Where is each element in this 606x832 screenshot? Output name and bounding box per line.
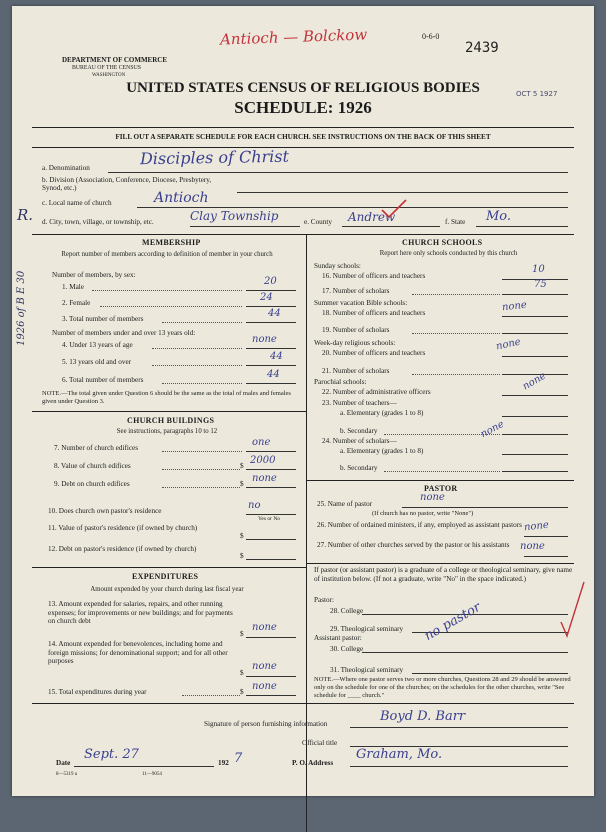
q8-label: 8. Value of church edifices: [54, 462, 131, 470]
q31-label: 31. Theological seminary: [330, 666, 404, 674]
po-address-label: P. O. Address: [292, 759, 334, 767]
divider: [32, 703, 574, 704]
q24a-label: a. Elementary (grades 1 to 8): [340, 447, 424, 455]
q15-label: 15. Total expenditures during year: [48, 688, 147, 696]
date-label: Date: [56, 759, 71, 767]
q7-label: 7. Number of church edifices: [54, 444, 139, 452]
q4-label: 4. Under 13 years of age: [62, 341, 133, 349]
q9-label: 9. Debt on church edifices: [54, 480, 130, 488]
membership-note: NOTE.—The total given under Question 6 should be the same as the total of males and females given under Question 3.: [42, 390, 291, 405]
q22-value: none: [520, 370, 548, 393]
state-line: [476, 226, 568, 227]
denomination-line: [108, 172, 568, 173]
city-label: WASHINGTON: [92, 73, 126, 78]
q18-label: 18. Number of officers and teachers: [322, 309, 426, 317]
q3-label: 3. Total number of members: [62, 315, 144, 323]
year-prefix: 192: [218, 759, 229, 767]
q13-label: 13. Amount expended for salaries, repairs, and other running expenses; for improvements or new buildings; and for payments on church debt: [48, 600, 233, 625]
local-name-value: Antioch: [154, 190, 209, 206]
expenditures-sub: Amount expended by your church during last fiscal year: [90, 586, 244, 593]
parochial-label: Parochial schools:: [314, 378, 367, 386]
q2-label: 2. Female: [62, 299, 91, 307]
q23a-label: a. Elementary (grades 1 to 8): [340, 409, 424, 417]
q23-label: 23. Number of teachers—: [322, 399, 397, 407]
q4-value: none: [252, 334, 277, 345]
expenditures-title: EXPENDITURES: [132, 572, 199, 581]
q25-label: 25. Name of pastor: [317, 500, 373, 508]
q18-value: none: [501, 299, 528, 314]
q15-value: none: [252, 681, 277, 692]
q1-value: 20: [264, 276, 277, 287]
buildings-sub: See instructions, paragraphs 10 to 12: [116, 428, 218, 435]
pastor-label: Pastor:: [314, 596, 334, 604]
signature-label: Signature of person furnishing information: [204, 720, 328, 728]
q20-label: 20. Number of officers and teachers: [322, 349, 426, 357]
check-mark-icon: [380, 198, 410, 220]
q17-value: 75: [534, 279, 547, 290]
local-name-label: c. Local name of church: [42, 199, 112, 207]
schedule-number: 2439: [465, 40, 499, 56]
print-code: 11—9054: [142, 772, 162, 777]
q10-label: 10. Does church own pastor's residence: [48, 507, 162, 515]
q26-value: none: [523, 519, 550, 534]
divider: [32, 234, 574, 235]
margin-mark: R.: [17, 206, 34, 224]
official-title-label: Official title: [302, 739, 338, 747]
dept-label: DEPARTMENT OF COMMERCE: [62, 56, 168, 64]
form-title: UNITED STATES CENSUS OF RELIGIOUS BODIES: [126, 80, 480, 96]
q21-label: 21. Number of scholars: [322, 367, 390, 375]
signature-value: Boyd D. Barr: [380, 709, 466, 724]
q6-value: 44: [267, 369, 280, 380]
q25-value: none: [420, 492, 445, 503]
year-value: 7: [234, 751, 243, 766]
denomination-value: Disciples of Christ: [139, 146, 290, 169]
q5-value: 44: [270, 351, 283, 362]
q5-label: 5. 13 years old and over: [62, 358, 132, 366]
q30-label: 30. College: [330, 645, 364, 653]
q2-value: 24: [260, 292, 273, 303]
city-line: [190, 226, 300, 227]
q27-value: none: [520, 541, 545, 552]
membership-title: MEMBERSHIP: [142, 238, 201, 247]
q20-value: none: [495, 336, 522, 353]
q14-label: 14. Amount expended for benevolences, including home and foreign missions; for denominational support; and for all other purposes: [48, 640, 228, 665]
form-subtitle: SCHEDULE: 1926: [234, 98, 372, 117]
schools-title: CHURCH SCHOOLS: [402, 238, 483, 247]
q24b-label: b. Secondary: [340, 464, 378, 472]
age-head: Number of members under and over 13 years old:: [52, 329, 196, 337]
sunday-label: Sunday schools:: [314, 262, 361, 270]
division-label: b. Division (Association, Conference, Diocese, Presbytery, Synod, etc.): [42, 176, 212, 192]
q10-value: no: [248, 500, 261, 511]
census-schedule-sheet: DEPARTMENT OF COMMERCE BUREAU OF THE CENSUS WASHINGTON Antioch — Bolckow 0-6-0 2439 OCT 5 1927 UNITED STATES CENSUS OF RELIGIOUS BODIES SCHEDULE: 1926 FILL OUT A SEPARATE SCHEDULE FOR EACH CHURCH. SEE INSTRUCTIONS ON THE BACK OF THIS SHEET a. Denomination Disciples of Christ b. Division (Association, Conference, Diocese, Presbytery, Synod, etc.) c. Local name of church Antioch R. d. City, town, village, or township, etc. Clay Township e. County Andrew f. State Mo. 1926 of B E 30 MEMBERSHIP Report number of members according to definition of member in your church Number of members, by sex: 1. Male 20 2. Female 24 3. Total number of members 44 Number of members under and over 13 years old: 4. Under 13 years of age none 5. 13 years old and over 44 6. Total number of members 44 NOTE.—The total given under Question 6 should be the same as the total of males and females given under Question 3. CHURCH BUILDINGS See instructions, paragraphs 10 to 12 7. Number of church edifices one 8. Value of church edifices $ 2000 9. Debt on church edifices $ none 10. Does church own pastor's residence no Yes or No 11. Value of pastor's residence (if owned by church) $ 12. Debt on pastor's residence (if owned by church) $ EXPENDITURES Amount expended by your church during last fiscal year 13. Amount expended for salaries, repairs, and other running expenses; for improvements or new buildings; and for payments on church debt $ none 14. Amount expended for benevolences, including home and foreign missions; for denominational support; and for all other purposes $ none 15. Total expenditures during year $ none CHURCH SCHOOLS Report here only schools conducted by this church Sunday schools: 16. Number of officers and teachers 10 17. Number of scholars 75 Summer vacation Bible schools: 18. Number of officers and teachers none 19. Number of scholars Week-day religious schools: 20. Number of officers and teachers none 21. Number of scholars Parochial schools: 22. Number of administrative officers none 23. Number of teachers— a. Elementary (grades 1 to 8) b. Secondary 24. Number of scholars— none a. Elementary (grades 1 to 8) b. Secondary PASTOR 25. Name of pastor none (If church has no pastor, write "None") 26. Number of ordained ministers, if any, employed as assistant pastors none 27. Number of other churches served by the pastor or his assistants none If pastor (or assistant pastor) is a graduate of a college or theological seminary, give name of institution below. (If not a graduate, write "No" in the space indicated.) Pastor: 28. College 29. Theological seminary Assistant pastor: 30. College 31. Theological seminary no pastor NOTE.—Where one pastor serves two or more churches, Questions 28 and 29 should be answered only on the schedule for one of the churches; on the schedules for the other churches, write "See schedule for ____ church." Signature of person furnishing information Boyd D. Barr Official title Date Sept. 27 192 7 P. O. Address Graham, Mo. 8—5319 a 11—9054: [12, 6, 594, 796]
county-label: e. County: [304, 218, 332, 226]
membership-sub: Report number of members according to definition of member in your church: [61, 251, 273, 258]
q24-label: 24. Number of scholars—: [322, 437, 397, 445]
q13-value: none: [252, 622, 277, 633]
handwritten-church-name: Antioch — Bolckow: [219, 25, 368, 49]
local-name-line: [137, 207, 568, 208]
q16-value: 10: [532, 264, 545, 275]
divider: [32, 127, 574, 128]
summer-label: Summer vacation Bible schools:: [314, 299, 408, 307]
q27-label: 27. Number of other churches served by the pastor or his assistants: [317, 541, 510, 549]
q12-label: 12. Debt on pastor's residence (if owned by church): [48, 545, 197, 553]
q22-label: 22. Number of administrative officers: [322, 388, 431, 396]
code-number: 0-6-0: [422, 32, 440, 41]
check-mark-icon: [558, 578, 588, 640]
form-code: 8—5319 a: [56, 772, 77, 777]
q1-label: 1. Male: [62, 283, 84, 291]
denomination-label: a. Denomination: [42, 164, 90, 172]
date-value: Sept. 27: [84, 747, 139, 762]
bureau-label: BUREAU OF THE CENSUS: [72, 65, 141, 71]
q23b-label: b. Secondary: [340, 427, 378, 435]
q19-label: 19. Number of scholars: [322, 326, 390, 334]
q28-label: 28. College: [330, 607, 364, 615]
q16-label: 16. Number of officers and teachers: [322, 272, 426, 280]
weekday-label: Week-day religious schools:: [314, 339, 396, 347]
county-value: Andrew: [348, 210, 396, 224]
buildings-title: CHURCH BUILDINGS: [127, 416, 215, 425]
instruction-line: FILL OUT A SEPARATE SCHEDULE FOR EACH CHURCH. SEE INSTRUCTIONS ON THE BACK OF THIS SHEET: [115, 133, 491, 141]
q26-label: 26. Number of ordained ministers, if any, employed as assistant pastors: [317, 521, 522, 529]
q17-label: 17. Number of scholars: [322, 287, 390, 295]
q8-value: 2000: [250, 455, 276, 466]
pastor-title: PASTOR: [424, 484, 458, 493]
divider: [32, 147, 574, 148]
q29-label: 29. Theological seminary: [330, 625, 404, 633]
state-label: f. State: [445, 218, 466, 226]
q11-label: 11. Value of pastor's residence (if owned by church): [48, 524, 198, 532]
q9-value: none: [252, 473, 277, 484]
by-sex-label: Number of members, by sex:: [52, 271, 136, 279]
q3-value: 44: [268, 308, 281, 319]
q24-value: none: [478, 418, 506, 441]
schools-sub: Report here only schools conducted by this church: [379, 250, 518, 257]
state-value: Mo.: [486, 209, 512, 224]
q7-value: one: [252, 437, 271, 448]
q14-value: none: [252, 661, 277, 672]
no-pastor-note: no pastor: [422, 599, 484, 644]
margin-note: 1926 of B E 30: [16, 270, 27, 346]
city-value: Clay Township: [190, 209, 279, 223]
division-line: [237, 192, 568, 193]
po-address-value: Graham, Mo.: [356, 747, 443, 762]
pastor-note: NOTE.—Where one pastor serves two or more churches, Questions 28 and 29 should be answered only on the schedule for one of the churches; on the schedules for the other churches, write "See schedule for ____ church.": [314, 676, 571, 699]
yes-no-hint: Yes or No: [258, 516, 281, 522]
county-line: [342, 226, 440, 227]
city-label: d. City, town, village, or township, etc.: [42, 218, 154, 226]
q25-sub: (If church has no pastor, write "None"): [372, 510, 474, 517]
asst-pastor-label: Assistant pastor:: [314, 634, 362, 642]
received-stamp: OCT 5 1927: [516, 90, 558, 98]
q6-label: 6. Total number of members: [62, 376, 144, 384]
pastor-intro: If pastor (or assistant pastor) is a graduate of a college or theological seminary, give name of institution below. (If not a graduate, write "No" in the space indicated.): [314, 566, 573, 583]
